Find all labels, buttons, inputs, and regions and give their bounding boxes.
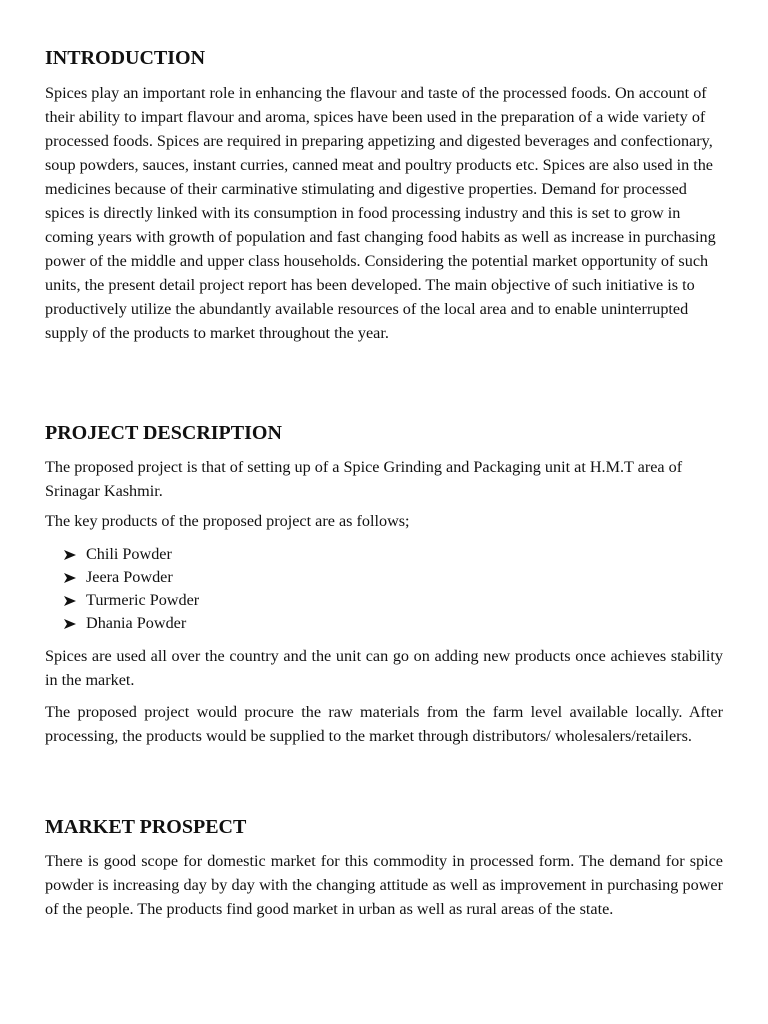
introduction-paragraph: Spices play an important role in enhancing the flavour and taste of the processed foods. On account of their ability to impart flavour and aroma, spices have been used in the preparation of a wide variety of processed foods. Spices are required in preparing appetizing and digested beverages and confectionary, soup powders, sauces, instant curries, canned meat and poultry products etc. Spices are also used in the medicines because of their carminative stimulating and digestive properties. Demand for processed spices is directly linked with its consumption in food processing industry and this is set to grow in coming years with growth of population and fast changing food habits as well as increase in purchasing power of the middle and upper class households. Considering the potential market opportunity of such units, the present detail project report has been developed. The main objective of such initiative is to productively utilize the abundantly available resources of the local area and to enable uninterrupted supply of the products to market throughout the year.	[45, 84, 716, 342]
project-description-paragraph-3: Spices are used all over the country and the unit can go on adding new products once achieves stability in the market.	[45, 647, 723, 689]
product-name: Turmeric Powder	[86, 591, 200, 609]
list-item	[63, 612, 199, 635]
project-description-paragraph-2: The key products of the proposed project are as follows;	[45, 512, 410, 530]
product-list	[63, 543, 199, 635]
project-description-paragraph-4: The proposed project would procure the raw materials from the farm level available locally. After processing, the products would be supplied to the market through distributors/ wholesalers/retailers.	[45, 703, 723, 745]
product-name: Dhania Powder	[86, 614, 187, 632]
market-prospect-heading: MARKET PROSPECT	[45, 816, 247, 838]
market-prospect-paragraph: There is good scope for domestic market for this commodity in processed form. The demand for spice powder is increasing day by day with the changing attitude as well as improvement in purchasing power of the people. The products find good market in urban as well as rural areas of the state.	[45, 852, 723, 918]
product-name: Jeera Powder	[86, 568, 173, 586]
arrowhead-bullet-icon	[63, 618, 77, 630]
arrowhead-bullet-icon	[63, 572, 77, 584]
product-name: Chili Powder	[86, 545, 172, 563]
project-description-heading: PROJECT DESCRIPTION	[45, 422, 282, 444]
arrowhead-bullet-icon	[63, 549, 77, 561]
list-item	[63, 566, 199, 589]
introduction-heading: INTRODUCTION	[45, 47, 206, 69]
list-item	[63, 589, 199, 612]
arrowhead-bullet-icon	[63, 595, 77, 607]
project-description-paragraph-1: The proposed project is that of setting up of a Spice Grinding and Packaging unit at H.M.T area of Srinagar Kashmir.	[45, 458, 683, 500]
list-item	[63, 543, 199, 566]
